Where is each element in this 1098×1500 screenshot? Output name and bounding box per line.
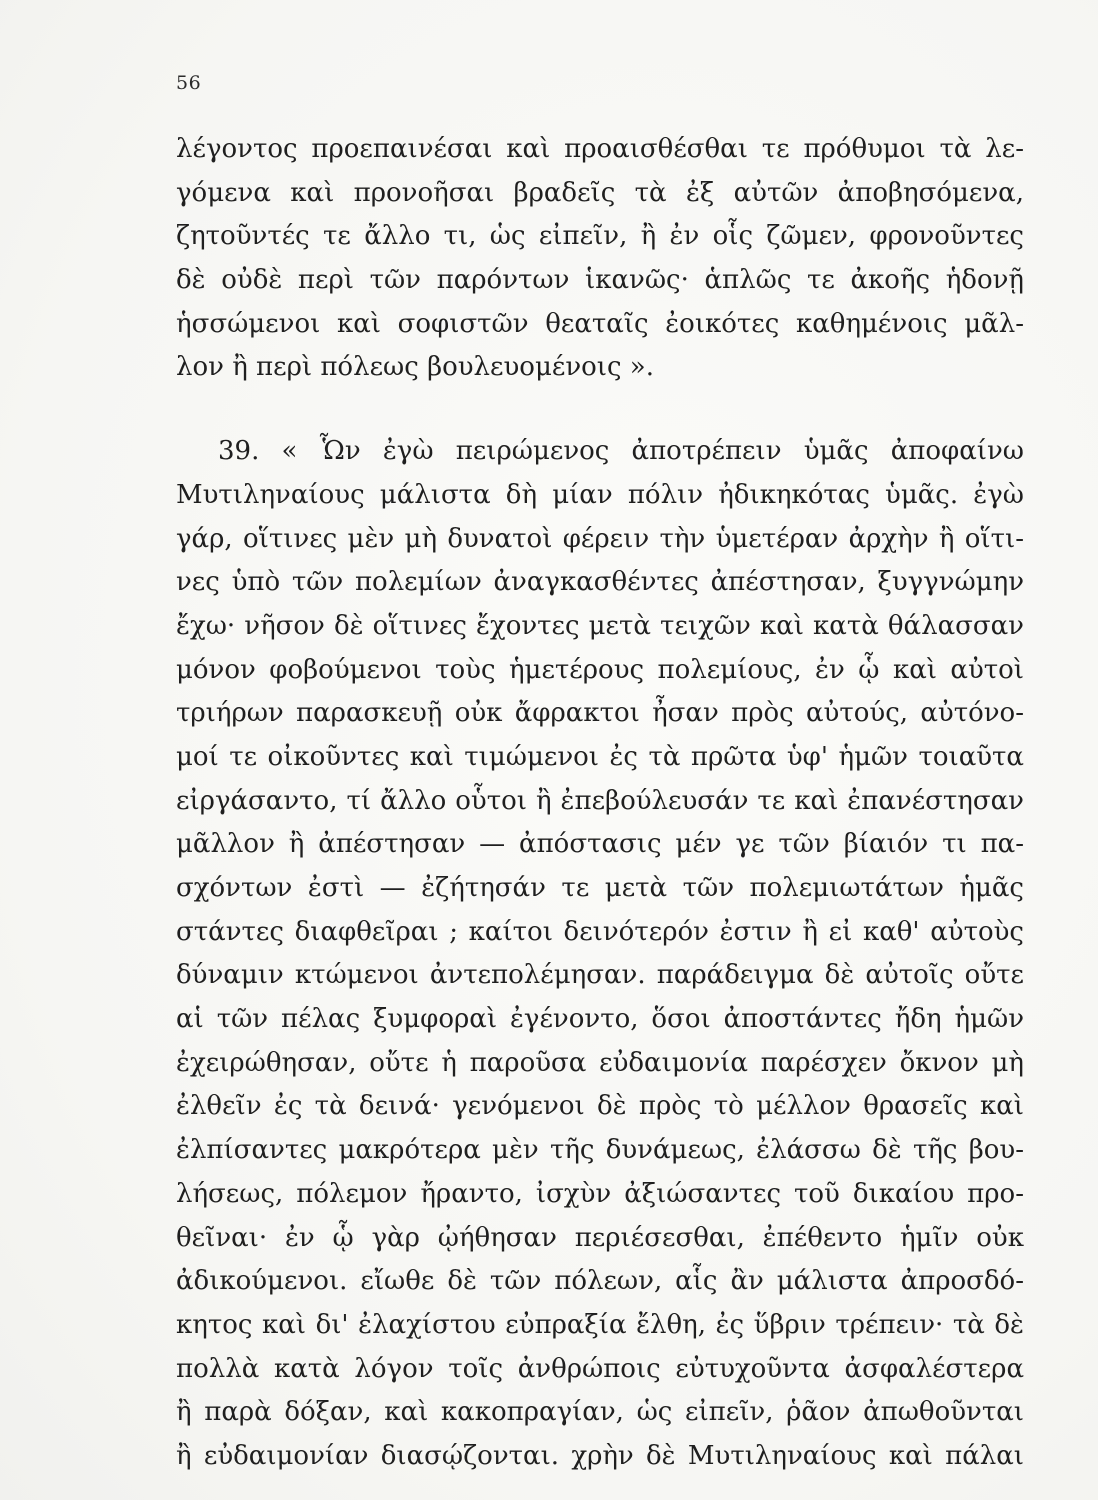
- text-line: κητος καὶ δι' ἐλαχίστου εὐπραξία ἔλθη, ἐς ὕβριν τρέπειν· τὰ δὲ: [176, 1309, 1024, 1340]
- text-line: τριήρων παρασκευῇ οὐκ ἄφρακτοι ἦσαν πρὸς αὐτούς, αὐτόνο-: [176, 698, 1024, 729]
- text-line: πολλὰ κατὰ λόγον τοῖς ἀνθρώποις εὐτυχοῦντα ἀσφαλέστερα: [176, 1353, 1024, 1384]
- text-line: λον ἢ περὶ πόλεως βουλευομένοις ».: [176, 352, 654, 383]
- text-line: δὲ οὐδὲ περὶ τῶν παρόντων ἱκανῶς· ἁπλῶς τε ἀκοῆς ἡδονῇ: [176, 265, 1024, 296]
- text-line: ζητοῦντές τε ἄλλο τι, ὡς εἰπεῖν, ἢ ἐν οἷς ζῶμεν, φρονοῦντες: [176, 221, 1024, 252]
- text-line: μοί τε οἰκοῦντες καὶ τιμώμενοι ἐς τὰ πρῶτα ὑφ' ἡμῶν τοιαῦτα: [176, 741, 1024, 772]
- text-line: ἢ παρὰ δόξαν, καὶ κακοπραγίαν, ὡς εἰπεῖν, ῥᾶον ἀπωθοῦνται: [176, 1397, 1024, 1428]
- text-line: ἡσσώμενοι καὶ σοφιστῶν θεαταῖς ἐοικότες καθημένοις μᾶλ-: [176, 308, 1024, 339]
- text-line: γόμενα καὶ προνοῆσαι βραδεῖς τὰ ἐξ αὐτῶν ἀποβησόμενα,: [176, 177, 1024, 208]
- text-line: ἐχειρώθησαν, οὔτε ἡ παροῦσα εὐδαιμονία παρέσχεν ὄκνον μὴ: [176, 1047, 1024, 1078]
- text-line: ἔχω· νῆσον δὲ οἵτινες ἔχοντες μετὰ τειχῶν καὶ κατὰ θάλασσαν: [176, 610, 1024, 641]
- text-body: [176, 128, 1024, 1479]
- text-line: μόνον φοβούμενοι τοὺς ἡμετέρους πολεμίους, ἐν ᾧ καὶ αὐτοὶ: [176, 654, 1024, 685]
- text-line: νες ὑπὸ τῶν πολεμίων ἀναγκασθέντες ἀπέστησαν, ξυγγνώμην: [176, 567, 1024, 598]
- text-line: αἱ τῶν πέλας ξυμφοραὶ ἐγένοντο, ὅσοι ἀποστάντες ἤδη ἡμῶν: [176, 1004, 1024, 1035]
- text-line: ἀδικούμενοι. εἴωθε δὲ τῶν πόλεων, αἷς ἂν μάλιστα ἀπροσδό-: [176, 1266, 1024, 1297]
- text-line: ἐλθεῖν ἐς τὰ δεινά· γενόμενοι δὲ πρὸς τὸ μέλλον θρασεῖς καὶ: [176, 1091, 1024, 1122]
- text-line: ἐλπίσαντες μακρότερα μὲν τῆς δυνάμεως, ἐλάσσω δὲ τῆς βου-: [176, 1135, 1024, 1166]
- text-line: δύναμιν κτώμενοι ἀντεπολέμησαν. παράδειγμα δὲ αὐτοῖς οὔτε: [176, 960, 1024, 991]
- text-line: λέγοντος προεπαινέσαι καὶ προαισθέσθαι τε πρόθυμοι τὰ λε-: [176, 134, 1024, 164]
- text-line: 39. « Ὧν ἐγὼ πειρώμενος ἀποτρέπειν ὑμᾶς ἀποφαίνω: [218, 436, 1024, 467]
- paragraph-1: [176, 128, 1024, 390]
- paragraph-gap: [176, 390, 1024, 430]
- text-line: σχόντων ἐστὶ — ἐζήτησάν τε μετὰ τῶν πολεμιωτάτων ἡμᾶς: [176, 873, 1024, 903]
- text-line: θεῖναι· ἐν ᾧ γὰρ ᾠήθησαν περιέσεσθαι, ἐπέθεντο ἡμῖν οὐκ: [176, 1222, 1024, 1253]
- text-line: Μυτιληναίους μάλιστα δὴ μίαν πόλιν ἠδικηκότας ὑμᾶς. ἐγὼ: [176, 479, 1024, 510]
- page-number: 56: [176, 72, 202, 94]
- text-line: μᾶλλον ἢ ἀπέστησαν — ἀπόστασις μέν γε τῶν βίαιόν τι πα-: [176, 829, 1024, 860]
- text-line: εἰργάσαντο, τί ἄλλο οὗτοι ἢ ἐπεβούλευσάν τε καὶ ἐπανέστησαν: [176, 785, 1024, 816]
- text-line: στάντες διαφθεῖραι ; καίτοι δεινότερόν ἐστιν ἢ εἰ καθ' αὐτοὺς: [176, 916, 1024, 947]
- paragraph-2: [176, 430, 1024, 1479]
- text-line: ἢ εὐδαιμονίαν διασῴζονται. χρὴν δὲ Μυτιληναίους καὶ πάλαι: [176, 1440, 1024, 1471]
- text-line: γάρ, οἵτινες μὲν μὴ δυνατοὶ φέρειν τὴν ὑμετέραν ἀρχὴν ἢ οἵτι-: [176, 523, 1024, 554]
- text-line: λήσεως, πόλεμον ἤραντο, ἰσχὺν ἀξιώσαντες τοῦ δικαίου προ-: [176, 1178, 1024, 1209]
